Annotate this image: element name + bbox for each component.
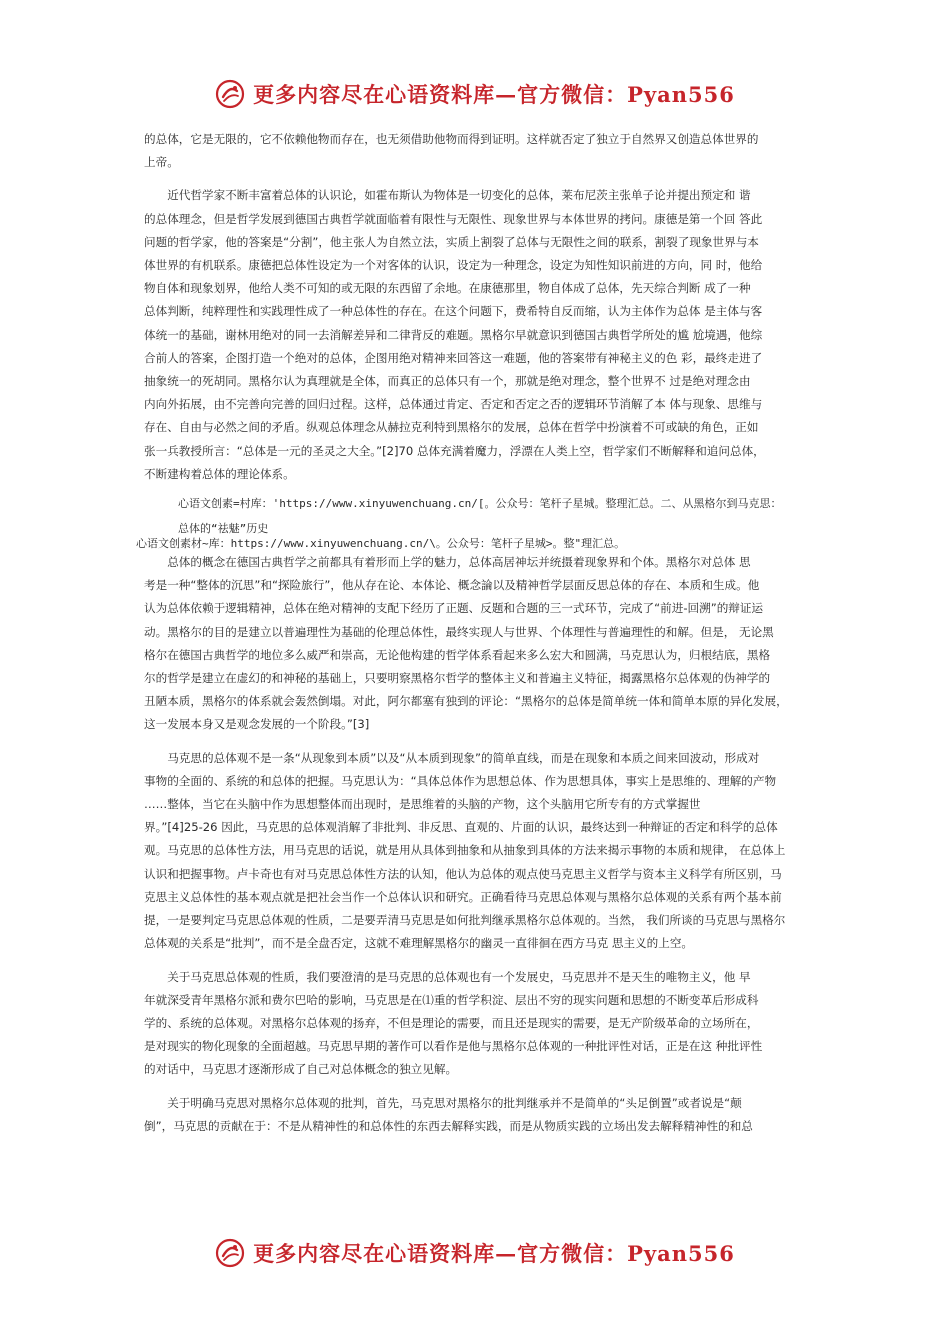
text-line: 抽象统一的死胡同。黑格尔认为真理就是全体，而真正的总体只有一个，那就是绝对理念，整个世界不 过是绝对理念由	[144, 374, 751, 389]
document-body	[136, 128, 812, 1148]
text-line: 年就深受青年黑格尔派和费尔巴哈的影响，马克思是在⑴重的哲学积淀、层出不穷的现实问题和思想的不断变革后形成科	[144, 992, 759, 1007]
text-line: 克思主义总体性的基本观点就是把社会当作一个总体认识和研究。正确看待马克思总体观与黑格尔总体观的关系有两个基本前	[144, 889, 782, 904]
text-line: 张一兵教授所言：“总体是一元的圣灵之大全。”[2]70 总体充满着魔力，浮漂在人类上空，哲学家们不断解释和追问总体，	[144, 443, 765, 458]
text-line: 观。马克思的总体性方法，用马克思的话说，就是用从具体到抽象和从抽象到具体的方法来揭示事物的本质和规律， 在总体上	[144, 843, 786, 858]
text-line: 关于马克思总体观的性质，我们要澄清的是马克思的总体观也有一个发展史，马克思并不是天生的唯物主义，他 早	[167, 969, 751, 984]
text-line: 总体的概念在德国古典哲学之前都具有着形而上学的魅力，总体高居神坛并统摄着现象界和个体。黑格尔对总体 思	[167, 555, 751, 570]
text-line: 认为总体依赖于逻辑精神，总体在绝对精神的支配下经历了正题、反题和合题的三一式环节，完成了“前进-回溯”的辩证运	[144, 601, 764, 616]
text-line: 不断建构着总体的理论体系。	[144, 466, 295, 481]
brand-logo-icon	[215, 79, 245, 109]
section-heading: 总体的“祛魅”历史	[178, 522, 269, 536]
text-line: 合前人的答案，企图打造一个绝对的总体，企图用绝对精神来回答这一难题，他的答案带有神秘主义的色 彩，最终走进了	[144, 350, 763, 365]
paragraph	[144, 184, 812, 486]
text-line: 内向外拓展，由不完善向完善的回归过程。这样，总体通过肯定、否定和否定之否的逻辑环节消解了本 体与现象、思维与	[144, 397, 763, 412]
text-line: ……整体，当它在头脑中作为思想整体而出现时，是思维着的头脑的产物，这个头脑用它所专有的方式掌握世	[144, 797, 701, 812]
paragraph	[144, 128, 812, 174]
text-line: 提，一是要判定马克思总体观的性质，二是要弄清马克思是如何批判继承黑格尔总体观的。当然， 我们所谈的马克思与黑格尔	[144, 913, 786, 928]
paragraph	[144, 747, 812, 956]
text-line: 体世界的有机联系。康德把总体性设定为一个对客体的认识，设定为一种理念，设定为知性知识前进的方向，同 时，他给	[144, 258, 763, 273]
text-line: 这一发展本身又是观念发展的一个阶段。”[3]	[144, 717, 370, 732]
text-line: 体统一的基础，谢林用绝对的同一去消解差异和二律背反的难题。黑格尔早就意识到德国古典哲学所处的尴 尬境遇，他综	[144, 327, 763, 342]
text-line: 学的、系统的总体观。对黑格尔总体观的扬弃，不但是理论的需要，而且还是现实的需要，是无产阶级革命的立场所在，	[144, 1015, 759, 1030]
text-line: 上帝。	[144, 155, 179, 170]
text-line: 问题的哲学家，他的答案是“分割”，他主张人为自然立法，实质上割裂了总体与无限性之间的联系，割裂了现象世界与本	[144, 234, 759, 249]
text-line: 总体观的关系是“批判”，而不是全盘否定，这就不难理解黑格尔的幽灵一直徘徊在西方马克 思主义的上空。	[144, 936, 694, 951]
text-line: 存在、自由与必然之间的矛盾。纵观总体理念从赫拉克利特到黑格尔的发展，总体在哲学中扮演着不可或缺的角色，正如	[144, 420, 759, 435]
text-line: 格尔在德国古典哲学的地位多么威严和崇高，无论他构建的哲学体系看起来多么宏大和圆满，马克思认为，归根结底，黑格	[144, 647, 771, 662]
source-note-line: 心语文创素=村库：'https://www.xinyuwenchuang.cn/[。公众号：笔杆子星城。整理汇总。二、从黑格尔到马克思：	[178, 497, 782, 511]
text-line: 的总体，它是无限的，它不依赖他物而存在，也无须借助他物而得到证明。这样就否定了独立于自然界又创造总体世界的	[144, 132, 759, 146]
watermark-text: 更多内容尽在心语资料库—官方微信：Pyan556	[253, 82, 735, 107]
text-line: 动。黑格尔的目的是建立以普遍理性为基础的伦理总体性，最终实现人与世界、个体理性与普遍理性的和解。但是， 无论黑	[144, 624, 774, 639]
paragraph	[144, 551, 812, 737]
text-line: 事物的全面的、系统的和总体的把握。马克思认为：“具体总体作为思想总体、作为思想具体，事实上是思维的、理解的产物	[144, 773, 777, 788]
text-line: 总体判断，纯粹理性和实践理性成了一种总体性的存在。在这个问题下，费希特自反而缩，认为主体作为总体 是主体与客	[144, 304, 763, 319]
text-line: 尔的哲学是建立在虚幻的和神秘的基础上，只要明察黑格尔哲学的整体主义和普遍主义特征，揭露黑格尔总体观的伪神学的	[144, 671, 771, 686]
text-line: 丑陋本质，黑格尔的体系就会轰然倒塌。对此，阿尔都塞有独到的评论：“黑格尔的总体是简单统一体和简单本原的异化发展，	[144, 694, 788, 709]
text-line: 界。”[4]25-26 因此，马克思的总体观消解了非批判、非反思、直观的、片面的认识，最终达到一种辩证的否定和科学的总体	[144, 820, 778, 835]
paragraph	[144, 1092, 812, 1138]
watermark-banner-top	[0, 74, 950, 114]
brand-logo-icon	[215, 1238, 245, 1268]
watermark-text: 更多内容尽在心语资料库—官方微信：Pyan556	[253, 1241, 735, 1266]
text-line: 的总体理念，但是哲学发展到德国古典哲学就面临着有限性与无限性、现象世界与本体世界的拷问。康德是第一个回 答此	[144, 211, 763, 226]
source-note	[136, 496, 812, 551]
watermark-banner-bottom	[0, 1233, 950, 1273]
text-line: 考是一种“整体的沉思”和“探险旅行”，他从存在论、本体论、概念論以及精神哲学层面反思总体的存在、本质和生成。他	[144, 578, 760, 593]
source-note-line: 心语文创素材~库：https://www.xinyuwenchuang.cn/\。公众号：笔杆子星城>。整"理汇总。	[136, 537, 626, 551]
text-line: 马克思的总体观不是一条“从现象到本质”以及“从本质到现象”的简单直线，而是在现象和本质之间来回波动，形成对	[167, 750, 760, 765]
paragraph	[144, 966, 812, 1082]
text-line: 是对现实的物化现象的全面超越。马克思早期的著作可以看作是他与黑格尔总体观的一种批评性对话，正是在这 种批评性	[144, 1039, 763, 1054]
text-line: 物自体和现象划界，他给人类不可知的或无限的东西留了余地。在康德那里，物自体成了总体，先天综合判断 成了一种	[144, 281, 751, 296]
text-line: 认识和把握事物。卢卡奇也有对马克思总体性方法的认知，他认为总体的观点使马克思主义哲学与资本主义科学有所区别，马	[144, 866, 782, 881]
text-line: 关于明确马克思对黑格尔总体观的批判，首先，马克思对黑格尔的批判继承并不是简单的“头足倒置”或者说是“颠	[167, 1095, 742, 1110]
text-line: 的对话中，马克思才逐渐形成了自己对总体概念的独立见解。	[144, 1062, 458, 1077]
text-line: 倒”，马克思的贡献在于：不是从精神性的和总体性的东西去解释实践，而是从物质实践的立场出发去解释精神性的和总	[144, 1118, 753, 1133]
text-line: 近代哲学家不断丰富着总体的认识论，如霍布斯认为物体是一切变化的总体，莱布尼茨主张单子论并提出预定和 谐	[167, 188, 751, 203]
